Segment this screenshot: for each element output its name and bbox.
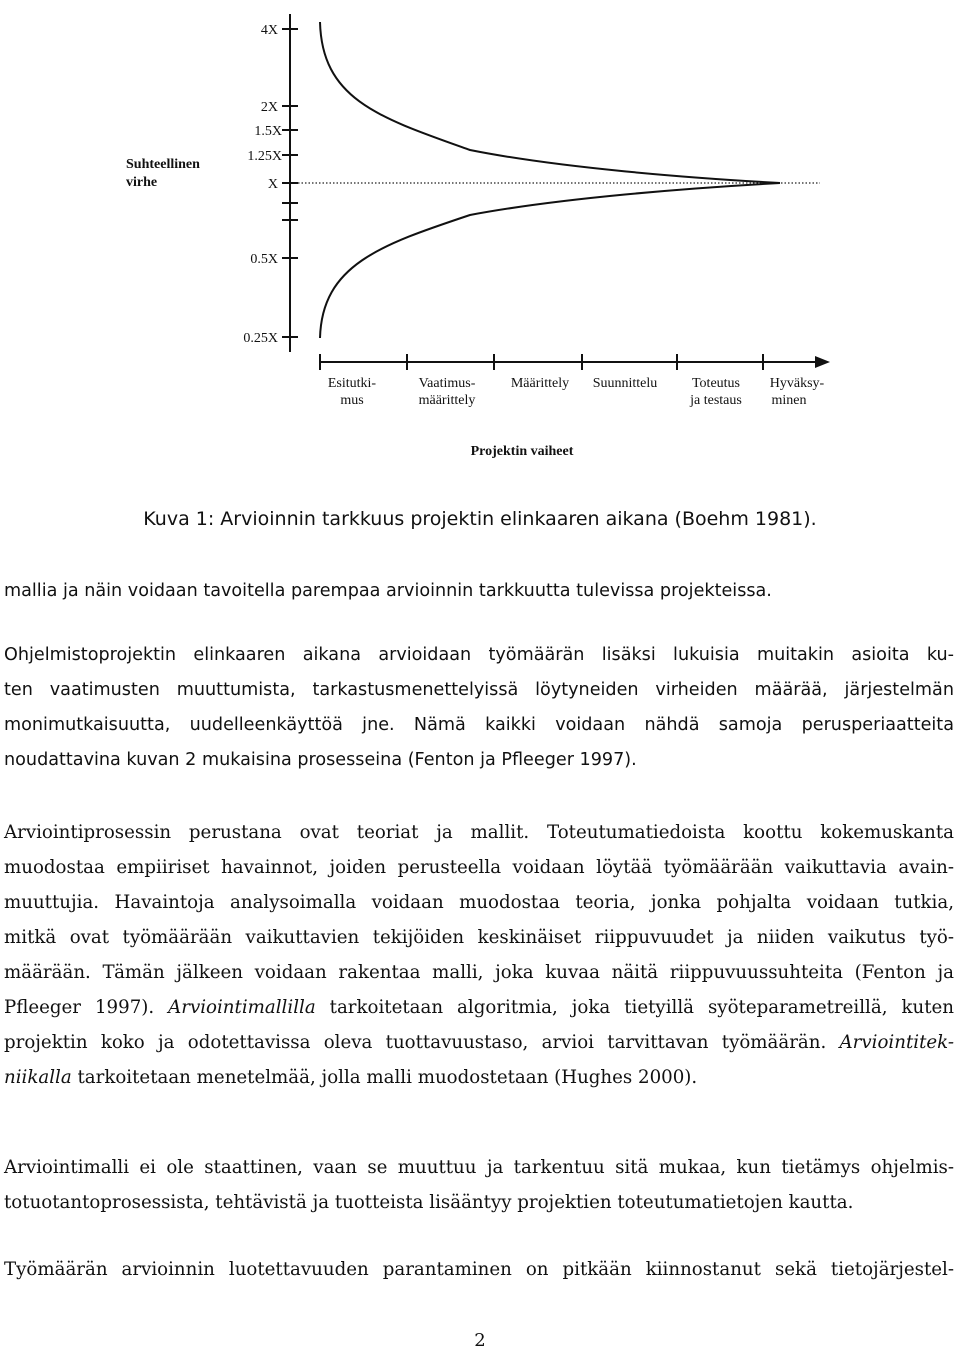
y-axis-title-line2: virhe xyxy=(126,175,158,190)
y-tick-label-1-5x: 1.5X xyxy=(254,124,282,139)
text-run: tarkoitetaan menetelmää, jolla malli muodostetaan (Hughes 2000). xyxy=(71,1067,698,1088)
phase-label-3: Määrittely xyxy=(510,376,570,391)
text-line: Arviointimalli ei ole staattinen, vaan se muuttuu ja tarkentuu sitä mukaa, kun tietämys ohjelmis- xyxy=(4,1157,954,1178)
lower-error-curve xyxy=(320,183,780,338)
text-line xyxy=(4,990,954,1025)
y-tick-label-2x: 2X xyxy=(260,100,278,115)
text-line: muuttujia. Havaintoja analysoimalla voidaan muodostaa teoria, jonka pohjalta voidaan tutkia, xyxy=(4,892,954,913)
text-run: Pfleeger 1997). xyxy=(4,997,169,1018)
text-run: tarkoitetaan algoritmia, joka tietyillä syöteparametreillä, kuten xyxy=(315,997,954,1018)
phase-label-6-line1: Hyväksy- xyxy=(769,376,825,391)
y-axis-title-line1: Suhteellinen xyxy=(126,157,200,172)
phase-label-4: Suunnittelu xyxy=(592,376,658,391)
text-line xyxy=(4,1025,954,1060)
phase-label-5-line1: Toteutus xyxy=(691,376,741,391)
paragraph-reliability xyxy=(4,1252,954,1287)
y-tick-label-4x: 4X xyxy=(260,23,278,38)
y-tick-label-0-5x: 0.5X xyxy=(250,252,278,267)
paragraph-continuation xyxy=(4,574,954,609)
upper-error-curve xyxy=(320,22,780,183)
text-line: muodostaa empiiriset havainnot, joiden perusteella voidaan löytää työmäärään vaikuttavia avain- xyxy=(4,857,954,878)
term-arviointitekniikka-part2: niikalla xyxy=(4,1067,72,1088)
x-axis-title: Projektin vaiheet xyxy=(470,444,574,459)
text-line: Arviointiprosessin perustana ovat teoriat ja mallit. Toteutumatiedoista koottu kokemuskanta xyxy=(4,822,954,843)
text-line: noudattavina kuvan 2 mukaisina prosesseina (Fenton ja Pfleeger 1997). xyxy=(4,750,637,770)
x-axis-arrowhead xyxy=(815,356,830,368)
text-line: mitkä ovat työmäärään vaikuttavien tekijöiden keskinäiset riippuvuudet ja niiden vaikutus työ- xyxy=(4,927,954,948)
text-line: ten vaatimusten muuttumista, tarkastusmenettelyissä löytyneiden virheiden määrää, järjestelmän xyxy=(4,680,954,700)
text-line: Ohjelmistoprojektin elinkaaren aikana arvioidaan työmäärän lisäksi lukuisia muitakin asioita ku- xyxy=(4,645,954,665)
figure-estimation-accuracy xyxy=(0,0,960,470)
paragraph-model-evolution xyxy=(4,1150,954,1220)
phase-label-2-line1: Vaatimus- xyxy=(418,376,476,391)
paragraph-estimation-process xyxy=(4,815,954,1095)
text-line: totuotantoprosessista, tehtävistä ja tuotteista lisääntyy projektien toteutumatietojen kautta. xyxy=(4,1192,854,1213)
y-tick-label-x: X xyxy=(267,177,278,192)
y-tick-label-0-25x: 0.25X xyxy=(243,331,278,346)
text-line: mallia ja näin voidaan tavoitella parempaa arvioinnin tarkkuutta tulevissa projekteissa. xyxy=(4,581,772,601)
phase-label-1-line1: Esitutki- xyxy=(327,376,377,391)
phase-label-5-line2: ja testaus xyxy=(690,393,742,408)
phase-label-6-line2: minen xyxy=(771,393,807,408)
phase-label-1-line2: mus xyxy=(340,393,364,408)
text-line: Työmäärän arvioinnin luotettavuuden parantaminen on pitkään kiinnostanut sekä tietojärjestel- xyxy=(4,1259,954,1280)
term-arviointimalli: Arviointimallilla xyxy=(168,997,316,1018)
figure-caption: Kuva 1: Arvioinnin tarkkuus projektin elinkaaren aikana (Boehm 1981). xyxy=(143,508,817,530)
paragraph-lifecycle xyxy=(4,638,954,778)
text-line: monimutkaisuutta, uudelleenkäyttöä jne. Nämä kaikki voidaan nähdä samoja perusperiaatteita xyxy=(4,715,954,735)
text-line xyxy=(4,1060,954,1095)
text-line: määrään. Tämän jälkeen voidaan rakentaa malli, joka kuvaa näitä riippuvuussuhteita (Fenton ja xyxy=(4,962,954,983)
page-number: 2 xyxy=(474,1330,486,1351)
y-tick-label-1-25x: 1.25X xyxy=(247,149,282,164)
term-arviointitekniikka-part1: Arviointitek- xyxy=(839,1032,954,1053)
phase-label-2-line2: määrittely xyxy=(418,393,476,408)
text-run: projektin koko ja odotettavissa oleva tuottavuustaso, arvioi tarvittavan työmäärän. xyxy=(4,1032,840,1053)
cone-of-uncertainty-diagram xyxy=(0,0,960,470)
